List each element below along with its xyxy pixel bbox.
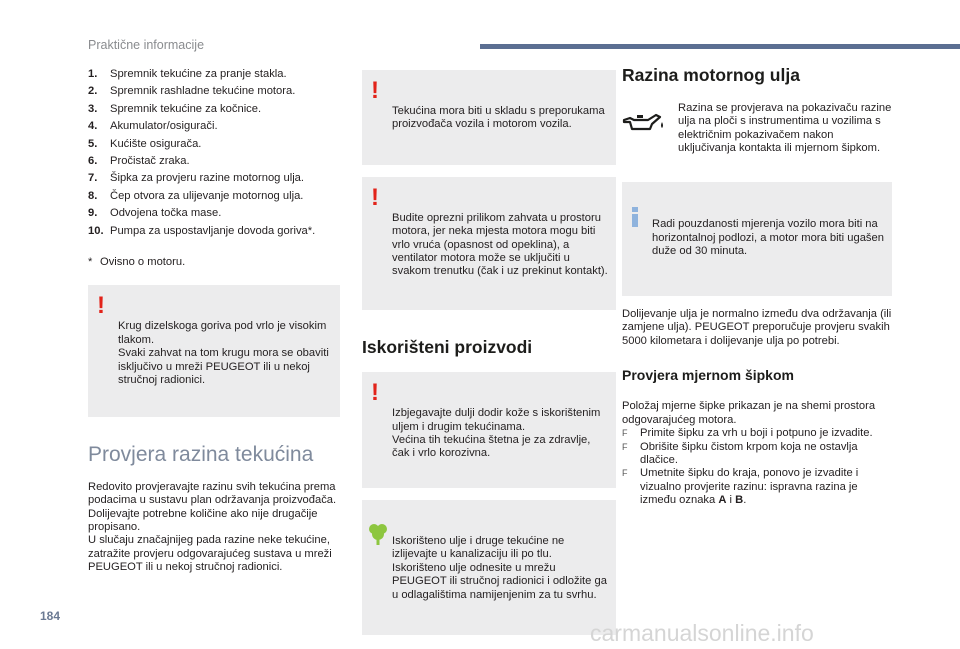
mark-a: A xyxy=(718,494,727,507)
section-title-used-products: Iskorišteni proizvodi xyxy=(362,337,533,358)
list-item: 3. Spremnik tekućine za kočnice. xyxy=(88,102,262,115)
engine-parts-list xyxy=(88,68,340,238)
list-item: 5. Kućište osigurača. xyxy=(88,137,202,150)
warning-box-hot-engine: ! Budite oprezni prilikom zahvata u prostoru motora, jer neka mjesta motora mogu biti vrlo vruća (opasnost od opeklina), a ventilator motora može se uključiti u svakom trenutku (čak i uz prekinut kontakt). xyxy=(362,177,616,310)
page-number: 184 xyxy=(40,609,61,623)
warning-exclamation-icon: ! xyxy=(371,184,379,212)
warning-box-used-fluids: ! Izbjegavajte dulji dodir kože s iskorištenim uljem i drugim tekućinama. Većina tih tekućina štetna je za zdravlje, čak i vrlo korozivna. xyxy=(362,372,616,488)
warning-exclamation-icon: ! xyxy=(97,292,105,320)
section-title-fluid-levels: Provjera razina tekućina xyxy=(88,442,314,466)
warning-exclamation-icon: ! xyxy=(371,77,379,104)
list-item: F Obrišite šipku čistom krpom koja ne ostavlja dlačice. xyxy=(622,440,858,466)
bullet-arrow-icon: F xyxy=(622,468,628,479)
dipstick-steps xyxy=(622,427,892,507)
list-item: F Umetnite šipku do kraja, ponovo je izvadite i vizualno provjerite razinu: ispravna razina je između oznaka A i B. xyxy=(622,467,859,507)
oil-level-indicator-row: Razina se provjerava na pokazivaču razine ulja na ploči s instrumentima u vozilima s električnim pokazivačem nakon uključivanja kontakta ili mjernom šipkom. xyxy=(622,102,892,156)
warning-exclamation-icon: ! xyxy=(371,379,379,407)
mark-b: B xyxy=(735,494,744,507)
section-title-dipstick: Provjera mjernom šipkom xyxy=(622,367,794,384)
warning-box-fluid-compliance: ! Tekućina mora biti u skladu s preporukama proizvođača vozila i motorom vozila. xyxy=(362,70,616,165)
fluid-levels-text: Redovito provjeravajte razinu svih tekućina prema podacima u sustavu plan održavanja proizvođača. Dolijevajte potrebne količine ako nije drugačije propisano. U slučaju značajnijeg pada razine neke tekućine, zatražite provjeru odgovarajućeg sustava u mreži PEUGEOT ili u nekoj stručnoj radionici. xyxy=(88,480,337,574)
column-left xyxy=(88,68,340,575)
list-item: 2. Spremnik rashladne tekućine motora. xyxy=(88,85,296,98)
list-item: 6. Pročistač zraka. xyxy=(88,155,190,168)
list-item: 4. Akumulator/osigurači. xyxy=(88,120,218,133)
section-title-oil-level: Razina motornog ulja xyxy=(622,65,800,85)
list-item: 10. Pumpa za uspostavljanje dovoda goriva*. xyxy=(88,224,316,237)
eco-box-disposal: Iskorišteno ulje i druge tekućine ne izlijevajte u kanalizaciju ili po tlu. Iskorišteno ulje odnesite u mrežu PEUGEOT ili stručnoj radionici i odložite ga u odlagalištima namijenjenim za tu svrhu. xyxy=(362,500,616,635)
oil-can-icon xyxy=(622,102,678,156)
page-header-title: Praktične informacije xyxy=(88,38,205,52)
watermark: carmanualsonline.info xyxy=(590,620,814,646)
info-icon xyxy=(632,194,638,214)
list-item: 9. Odvojena točka mase. xyxy=(88,207,222,220)
oil-refill-text: Dolijevanje ulja je normalno između dva održavanja (ili zamjene ulja). PEUGEOT preporučuje provjeru svakih 5000 kilometara i dolijevanje ulja po potrebi. xyxy=(622,308,892,347)
eco-tree-icon xyxy=(368,508,388,550)
list-item: 8. Čep otvora za ulijevanje motornog ulja. xyxy=(88,189,304,202)
list-item: 7. Šipka za provjeru razine motornog ulja. xyxy=(88,172,305,185)
column-middle xyxy=(362,70,616,635)
dipstick-intro: Položaj mjerne šipke prikazan je na shemi prostora odgovarajućeg motora. xyxy=(622,400,876,426)
list-item: F Primite šipku za vrh u boji i potpuno je izvadite. xyxy=(622,427,873,440)
list-item: 1. Spremnik tekućine za pranje stakla. xyxy=(88,68,287,80)
page-header-bar xyxy=(480,44,960,49)
warning-box-fuel-pressure: ! Krug dizelskoga goriva pod vrlo je visokim tlakom. Svaki zahvat na tom krugu mora se obaviti isključivo u mreži PEUGEOT ili u nekoj stručnoj radionici. xyxy=(88,285,340,416)
info-box-measurement: Radi pouzdanosti mjerenja vozilo mora biti na horizontalnoj podlozi, a motor mora biti ugašen duže od 30 minuta. xyxy=(622,182,892,296)
bullet-arrow-icon: F xyxy=(622,441,628,452)
column-right xyxy=(622,64,892,508)
footnote: * Ovisno o motoru. xyxy=(88,256,186,269)
bullet-arrow-icon: F xyxy=(622,428,628,439)
